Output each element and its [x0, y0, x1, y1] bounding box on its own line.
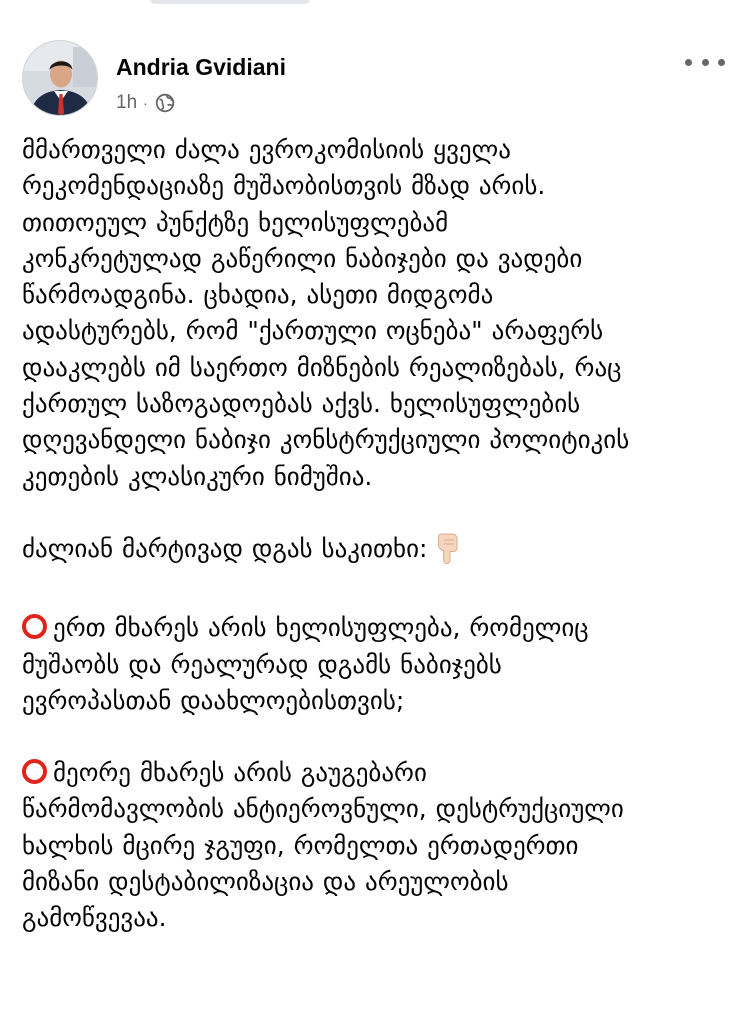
question-text: ძალიან მარტივად დგას საკითხი:	[22, 533, 428, 563]
previous-post-edge	[150, 0, 310, 4]
paragraph-question	[22, 531, 727, 574]
paragraph-gap	[22, 574, 727, 610]
more-dot	[718, 59, 725, 66]
more-options-icon[interactable]	[685, 50, 725, 74]
pointing-down-hand-icon	[435, 532, 461, 574]
paragraph-gap	[22, 719, 727, 755]
point-two-text: მეორე მხარეს არის გაუგებარი წარმომავლობის ანტიეროვნული, დესტრუქციული ხალხის მცირე ჯგუფი, რომელთა ერთადერთი მიზანი დესტაბილიზაცია და არეულობის გამოწვევაა.	[22, 758, 624, 933]
red-circle-icon	[22, 759, 47, 784]
paragraph-gap	[22, 495, 727, 531]
avatar-photo	[23, 41, 98, 116]
paragraph-point-one	[22, 610, 727, 719]
post-meta	[116, 92, 175, 114]
red-circle-icon	[22, 614, 47, 639]
author-avatar[interactable]	[22, 40, 98, 116]
meta-separator: ·	[143, 95, 148, 111]
paragraph-point-two	[22, 755, 727, 936]
post-timestamp[interactable]: 1h	[116, 92, 138, 113]
globe-icon[interactable]	[155, 93, 175, 113]
point-one-text: ერთ მხარეს არის ხელისუფლება, რომელიც მუშაობს და რეალურად დგამს ნაბიჯებს ევროპასთან დაახლოებისთვის;	[22, 613, 589, 715]
post-text	[22, 132, 727, 937]
post-header	[22, 40, 727, 120]
more-dot	[685, 59, 692, 66]
paragraph-main: მმართველი ძალა ევროკომისიის ყველა რეკომენდაციაზე მუშაობისთვის მზად არის. თითოეულ პუნქტზე ხელისუფლებამ კონკრეტულად გაწერილი ნაბიჯები და ვადები წარმოადგინა. ცხადია, ასეთი მიდგომა ადასტურებს, რომ "ქართული ოცნება" არაფერს დააკლებს იმ საერთო მიზნების რეალიზებას, რაც ქართულ საზოგადოებას აქვს. ხელისუფლების დღევანდელი ნაბიჯი კონსტრუქციული პოლიტიკის კეთების კლასიკური ნიმუშია.	[22, 135, 630, 491]
more-dot	[702, 59, 709, 66]
author-name[interactable]: Andria Gvidiani	[116, 54, 286, 80]
